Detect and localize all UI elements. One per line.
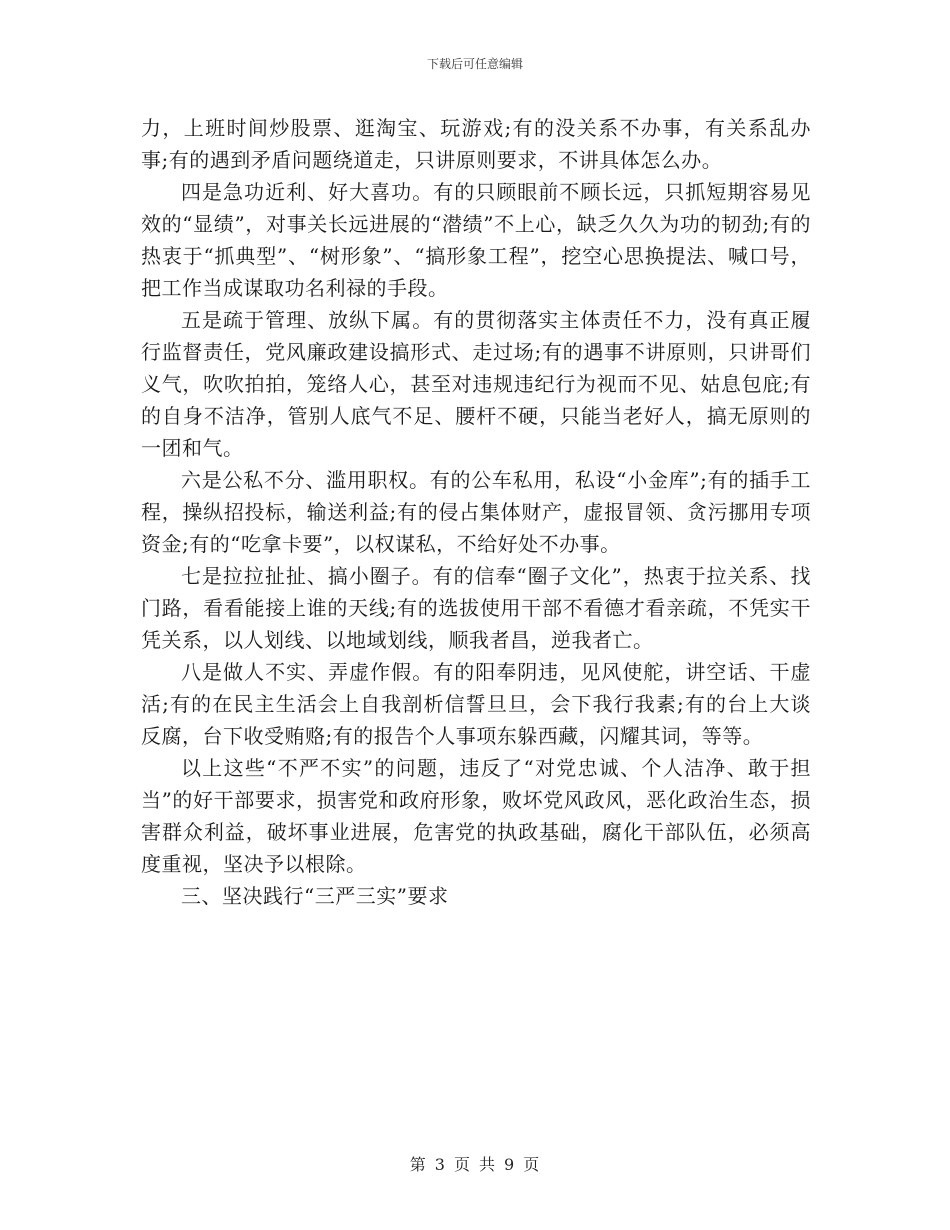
paragraph-point-five: 五是疏于管理、放纵下属。有的贯彻落实主体责任不力，没有真正履行监督责任，党风廉政建设搞形式、走过场;有的遇事不讲原则，只讲哥们义气，吹吹拍拍，笼络人心，甚至对违规违纪行为视而不见、姑息包庇;有的自身不洁净，管别人底气不足、腰杆不硬，只能当老好人，搞无原则的一团和气。 bbox=[141, 308, 811, 460]
paragraph-point-six: 六是公私不分、滥用职权。有的公车私用，私设“小金库”;有的插手工程，操纵招投标，输送利益;有的侵占集体财产，虚报冒领、贪污挪用专项资金;有的“吃拿卡要”，以权谋私，不给好处不办事。 bbox=[141, 468, 811, 556]
document-body bbox=[141, 112, 811, 912]
page-footer bbox=[0, 1152, 950, 1175]
paragraph-point-seven: 七是拉拉扯扯、搞小圈子。有的信奉“圈子文化”，热衷于拉关系、找门路，看看能接上谁的天线;有的选拔使用干部不看德才看亲疏，不凭实干凭关系，以人划线、以地域划线，顺我者昌，逆我者亡。 bbox=[141, 564, 811, 652]
footer-total-word: 共 bbox=[479, 1155, 497, 1174]
footer-current-page: 3 bbox=[434, 1155, 446, 1174]
paragraph-point-four: 四是急功近利、好大喜功。有的只顾眼前不顾长远，只抓短期容易见效的“显绩”，对事关长远进展的“潜绩”不上心，缺乏久久为功的韧劲;有的热衷于“抓典型”、“树形象”、“搞形象工程”，挖空心思换提法、喊口号，把工作当成谋取功名利禄的手段。 bbox=[141, 180, 811, 300]
paragraph-continuation: 力，上班时间炒股票、逛淘宝、玩游戏;有的没关系不办事，有关系乱办事;有的遇到矛盾问题绕道走，只讲原则要求，不讲具体怎么办。 bbox=[141, 116, 811, 172]
footer-total-pages: 9 bbox=[504, 1155, 516, 1174]
paragraph-point-eight: 八是做人不实、弄虚作假。有的阳奉阴违，见风使舵，讲空话、干虚活;有的在民主生活会上自我剖析信誓旦旦，会下我行我素;有的台上大谈反腐，台下收受贿赂;有的报告个人事项东躲西藏，闪耀其词，等等。 bbox=[141, 660, 811, 748]
footer-suffix: 页 bbox=[523, 1155, 541, 1174]
paragraph-summary: 以上这些“不严不实”的问题，违反了“对党忠诚、个人洁净、敢于担当”的好干部要求，损害党和政府形象，败坏党风政风，恶化政治生态，损害群众利益，破坏事业进展，危害党的执政基础，腐化干部队伍，必须高度重视，坚决予以根除。 bbox=[141, 756, 811, 876]
footer-prefix: 第 bbox=[409, 1155, 427, 1174]
footer-page-word: 页 bbox=[453, 1155, 471, 1174]
page-header-note: 下载后可任意编辑 bbox=[426, 57, 523, 71]
section-heading-three: 三、坚决践行“三严三实”要求 bbox=[181, 884, 449, 908]
